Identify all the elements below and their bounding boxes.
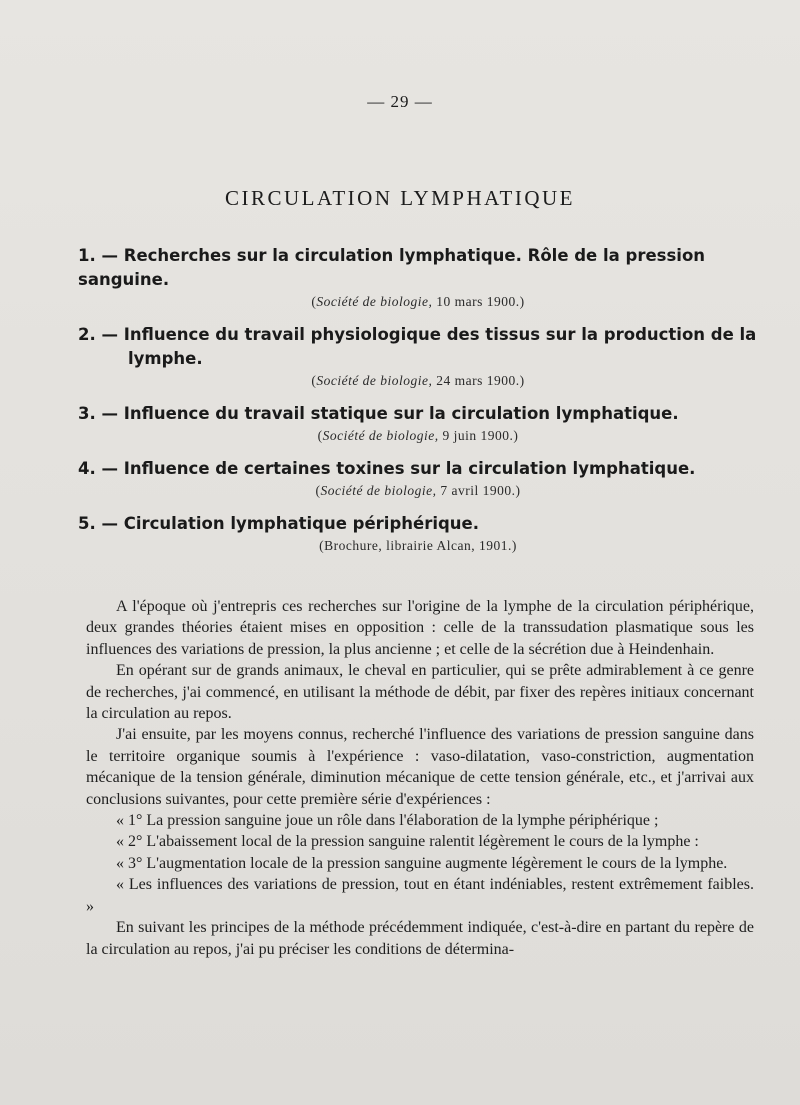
page-number: — 29 — [367, 92, 433, 111]
publication-item [78, 323, 758, 389]
paragraph: En opérant sur de grands animaux, le cheval en particulier, qui se prête admirablement à ce genre de recherches, j'ai commencé, en utilisant la méthode de débit, par fixer des repères initiaux concernant la circulation au repos. [86, 662, 754, 723]
publication-item [78, 457, 758, 499]
quoted-conclusion: « Les influences des variations de pression, tout en étant indéniables, restent extrêmement faibles. » [86, 876, 754, 915]
quoted-conclusion: « 3° L'augmentation locale de la pression sanguine augmente légèrement le cours de la lymphe. [116, 854, 728, 872]
publication-source: Société de biologie, [316, 294, 433, 309]
publication-reference: (Société de biologie, 10 mars 1900.) [311, 294, 525, 309]
publication-reference: (Société de biologie, 7 avril 1900.) [315, 483, 521, 498]
publication-title: 4. — Influence de certaines toxines sur la circulation lymphatique. [78, 459, 696, 478]
quoted-conclusion: « 2° L'abaissement local de la pression sanguine ralentit légèrement le cours de la lymphe : [116, 833, 699, 851]
body-text [86, 596, 754, 960]
publication-item [78, 402, 758, 444]
publication-reference: (Société de biologie, 24 mars 1900.) [311, 373, 525, 388]
publication-item [78, 244, 758, 310]
publication-source: Société de biologie, [320, 483, 437, 498]
publication-source: Société de biologie, [316, 373, 433, 388]
publication-title: 5. — Circulation lymphatique périphérique. [78, 514, 480, 533]
publication-reference: (Société de biologie, 9 juin 1900.) [317, 428, 519, 443]
paragraph: En suivant les principes de la méthode précédemment indiquée, c'est-à-dire en partant du repère de la circulation au repos, j'ai pu préciser les conditions de détermina- [86, 919, 754, 958]
quoted-conclusion: « 1° La pression sanguine joue un rôle dans l'élaboration de la lymphe périphérique ; [116, 812, 659, 830]
publication-title: 2. — Influence du travail physiologique des tissus sur la production de la lymphe. [78, 325, 757, 368]
publication-source: Société de biologie, [322, 428, 439, 443]
publication-title: 1. — Recherches sur la circulation lymphatique. Rôle de la pression sanguine. [78, 246, 706, 289]
publication-list [78, 244, 758, 567]
publication-title: 3. — Influence du travail statique sur la circulation lymphatique. [78, 404, 679, 423]
publication-item [78, 512, 758, 554]
paragraph: J'ai ensuite, par les moyens connus, recherché l'influence des variations de pression sanguine dans le territoire organique soumis à l'expérience : vaso-dilatation, vaso-constriction, augmentation mécanique de la tension générale, diminution mécanique de cette tension générale, etc., et j'arrivai aux conclusions suivantes, pour cette première série d'expériences : [86, 726, 754, 808]
publication-reference: (Brochure, librairie Alcan, 1901.) [319, 538, 517, 553]
section-title: CIRCULATION LYMPHATIQUE [225, 186, 575, 210]
paragraph: A l'époque où j'entrepris ces recherches sur l'origine de la lymphe de la circulation périphérique, deux grandes théories étaient mises en opposition : celle de la transsudation plasmatique sous les influences des variations de pression, la plus ancienne ; et celle de la sécrétion due à Heindenhain. [86, 598, 754, 658]
